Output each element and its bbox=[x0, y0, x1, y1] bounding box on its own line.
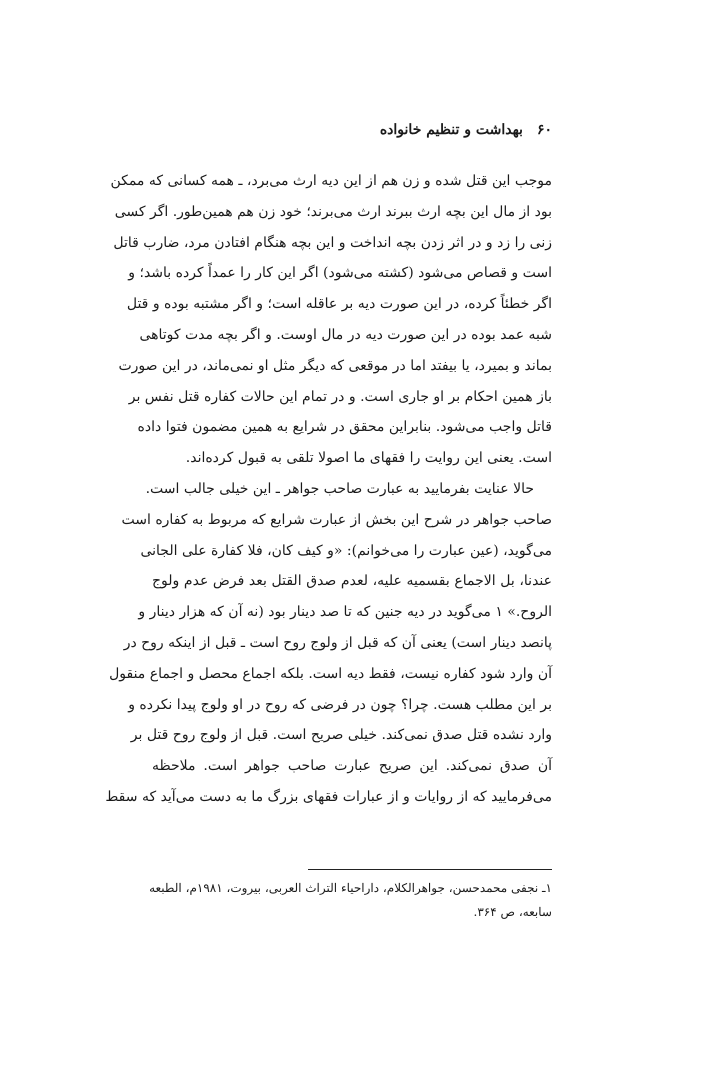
paragraph-start-line: حالا عنایت بفرمایید به عبارت صاحب جواهر ـ این خیلی جالب است. bbox=[145, 480, 534, 497]
footnote-separator bbox=[308, 869, 552, 870]
body-text bbox=[105, 166, 552, 813]
body-line: زنی را زد و در اثر زدن بچه انداخت و این بچه هنگام افتادن مرد، ضارب قاتل bbox=[113, 234, 552, 251]
body-line: شبه عمد بوده در این صورت دیه در مال اوست. و اگر بچه مدت کوتاهی bbox=[139, 326, 552, 343]
body-line: می‌فرمایید که از روایات و از عبارات فقهای بزرگ ما به دست می‌آید که سقط bbox=[105, 788, 552, 805]
body-line: می‌گوید، (عین عبارت را می‌خوانم): «و کیف کان، فلا کفارة علی الجانی bbox=[140, 542, 552, 559]
body-line: صاحب جواهر در شرح این بخش از عبارت شرایع که مربوط به کفاره است bbox=[121, 511, 552, 528]
body-line: الروح.» ۱ می‌گوید در دیه جنین که تا صد دینار بود (نه آن که هزار دینار و bbox=[138, 604, 552, 621]
body-line: پانصد دینار است) یعنی آن که قبل از ولوج روح است ـ قبل از اینکه روح در bbox=[123, 634, 552, 651]
body-line: بر این مطلب هست. چرا؟ چون در فرضی که روح در او ولوج پیدا نکرده و bbox=[128, 696, 552, 713]
body-line: اگر خطئاً کرده، در این صورت دیه بر عاقله است؛ و اگر مشتبه بوده و قتل bbox=[126, 296, 552, 313]
body-line: آن صدق نمی‌کند. این صریح عبارت صاحب جواهر است. ملاحظه bbox=[152, 758, 552, 775]
body-line: بود از مال این بچه ارث ببرند ارث می‌برند؛ خود زن هم همین‌طور. اگر کسی bbox=[114, 203, 552, 220]
body-line: است. یعنی این روایت را فقهای ما اصولا تلقی به قبول کرده‌اند. bbox=[185, 450, 552, 467]
body-line: موجب این قتل شده و زن هم از این دیه ارث می‌برد، ـ همه کسانی که ممکن bbox=[110, 173, 552, 189]
footnotes bbox=[149, 876, 552, 924]
page-number: ۶۰ bbox=[536, 122, 552, 138]
footnote-line: ۱ـ نجفی محمدحسن، جواهرالکلام، داراحیاء التراث العربی، بیروت، ۱۹۸۱م، الطبعه bbox=[149, 881, 552, 895]
body-line: باز همین احکام بر او جاری است. و در تمام این حالات کفاره قتل نفس بر bbox=[128, 388, 552, 405]
body-line: آن وارد شود کفاره نیست، فقط دیه است. بلکه اجماع محصل و اجماع منقول bbox=[109, 665, 552, 682]
body-line: است و قصاص می‌شود (کشته می‌شود) اگر این کار را عمداً کرده باشد؛ و bbox=[128, 265, 552, 282]
running-header bbox=[152, 118, 552, 142]
body-line: قاتل واجب می‌شود. بنابراین محقق در شرایع به همین مضمون فتوا داده bbox=[137, 419, 552, 436]
footnote-line: سابعه، ص ۳۶۴. bbox=[473, 905, 552, 919]
body-line: بماند و بمیرد، یا بیفتد اما در موقعی که دیگر مثل او نمی‌ماند، در این صورت bbox=[118, 357, 552, 374]
body-line: عندنا، بل الاجماع بقسمیه علیه، لعدم صدق القتل بعد فرض عدم ولوج bbox=[152, 573, 552, 590]
body-line: وارد نشده قتل صدق نمی‌کند. خیلی صریح است. قبل از ولوج روح قتل بر bbox=[130, 727, 552, 744]
running-title: بهداشت و تنظیم خانواده bbox=[379, 122, 523, 138]
